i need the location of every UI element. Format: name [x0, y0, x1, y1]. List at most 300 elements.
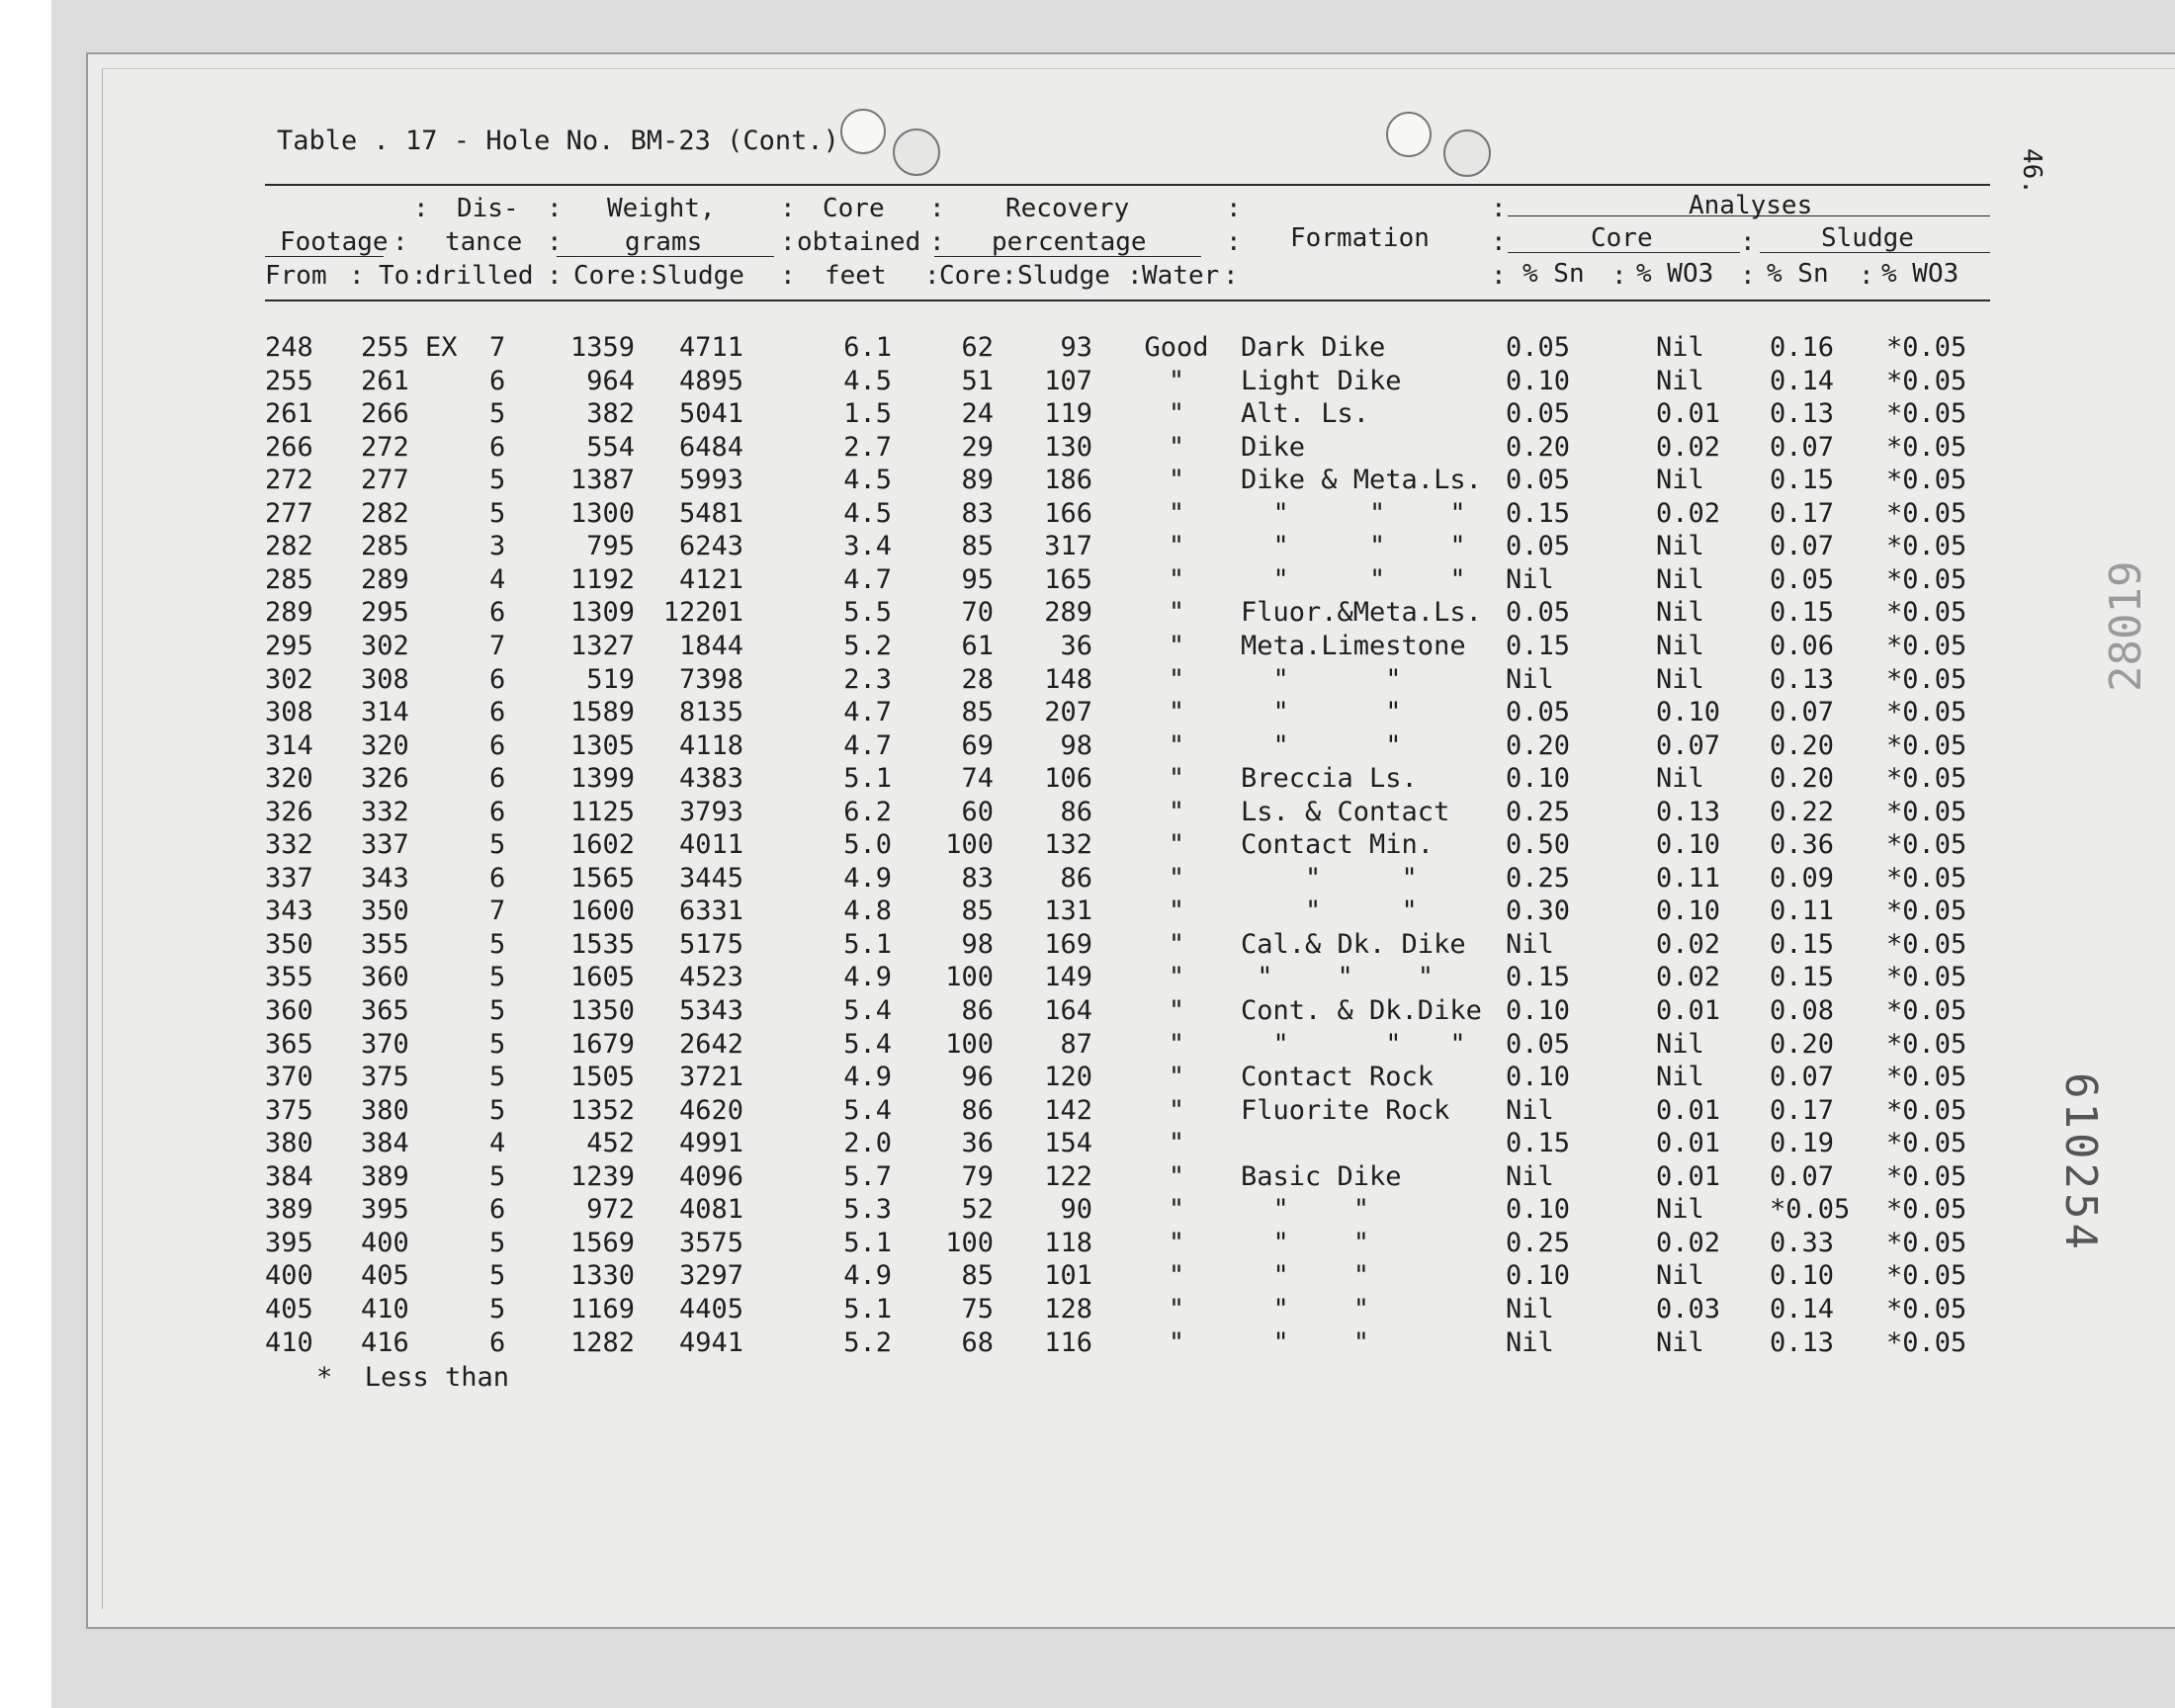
cell-to: 365	[361, 995, 409, 1026]
faint-stamp: 28019	[2101, 560, 2151, 692]
cell-core: 3.4	[843, 531, 892, 562]
cell-rcore: 100	[945, 1028, 994, 1060]
cell-cwo3: 0.01	[1656, 398, 1721, 430]
cell-to: 350	[361, 896, 409, 927]
cell-csn: 0.30	[1506, 896, 1571, 927]
hdr-weight: Weight,	[607, 194, 716, 223]
hdr-colon: :	[780, 227, 796, 257]
cell-formation: Basic Dike	[1241, 1160, 1402, 1192]
cell-swo3: *0.05	[1886, 995, 1967, 1026]
cell-ssn: 0.15	[1770, 465, 1835, 496]
punch-hole-right-b	[1443, 129, 1491, 177]
cell-core: 5.1	[843, 1227, 892, 1258]
cell-wcore: 519	[586, 663, 635, 695]
hdr-sludge-wo3: % WO3	[1881, 259, 1959, 289]
table-row	[0, 497, 2175, 530]
cell-wsludge: 12201	[662, 597, 743, 629]
cell-cwo3: 0.07	[1656, 729, 1721, 761]
cell-water: "	[1168, 796, 1185, 827]
hdr-colon: :	[1740, 261, 1756, 291]
cell-wcore: 1327	[569, 630, 635, 661]
cell-from: 326	[265, 796, 313, 827]
cell-wsludge: 4895	[678, 365, 743, 396]
table-row	[0, 696, 2175, 728]
cell-ssn: 0.07	[1770, 1062, 1835, 1093]
cell-cwo3: 0.03	[1656, 1293, 1721, 1324]
cell-wsludge: 4523	[678, 962, 743, 993]
cell-water: "	[1168, 563, 1185, 595]
cell-formation: Cal.& Dk. Dike	[1241, 928, 1466, 960]
cell-to: 282	[361, 497, 409, 529]
cell-rsludge: 116	[1044, 1326, 1092, 1358]
cell-wcore: 1309	[569, 597, 635, 629]
cell-cwo3: Nil	[1656, 1326, 1704, 1358]
cell-csn: Nil	[1506, 563, 1554, 595]
cell-ssn: 0.20	[1770, 729, 1835, 761]
cell-ssn: 0.07	[1770, 431, 1835, 463]
cell-to: 405	[361, 1260, 409, 1292]
table-row	[0, 331, 2175, 364]
cell-dist: 6	[489, 597, 506, 629]
cell-ssn: 0.15	[1770, 597, 1835, 629]
cell-water: "	[1168, 398, 1185, 430]
cell-wcore: 1169	[569, 1293, 635, 1324]
cell-csn: 0.25	[1506, 796, 1571, 827]
cell-swo3: *0.05	[1886, 1160, 1967, 1192]
cell-rcore: 96	[961, 1062, 994, 1093]
cell-from: 272	[265, 465, 313, 496]
cell-core: 2.0	[843, 1128, 892, 1159]
hdr-weight-sludge: Sludge	[652, 261, 744, 291]
cell-wcore: 1679	[569, 1028, 635, 1060]
cell-dist: 5	[489, 829, 506, 861]
cell-from: 266	[265, 431, 313, 463]
hdr-core-obtained-1: Core	[823, 194, 885, 223]
hdr-colon: :	[636, 261, 652, 291]
cell-csn: 0.20	[1506, 431, 1571, 463]
cell-to: 416	[361, 1326, 409, 1358]
cell-ssn: 0.16	[1770, 332, 1835, 363]
cell-wcore: 1330	[569, 1260, 635, 1292]
hdr-from: From	[265, 261, 327, 291]
cell-cwo3: 0.02	[1656, 497, 1721, 529]
cell-core: 4.7	[843, 563, 892, 595]
table-row	[0, 397, 2175, 430]
cell-to: 295	[361, 597, 409, 629]
table-row	[0, 961, 2175, 993]
table-row	[0, 1326, 2175, 1359]
cell-wcore: 1350	[569, 995, 635, 1026]
cell-swo3: *0.05	[1886, 630, 1967, 661]
cell-wsludge: 5175	[678, 928, 743, 960]
cell-wsludge: 6243	[678, 531, 743, 562]
cell-wsludge: 3297	[678, 1260, 743, 1292]
cell-csn: Nil	[1506, 928, 1554, 960]
cell-formation: " "	[1241, 862, 1418, 894]
cell-formation: Ls. & Contact	[1241, 796, 1450, 827]
cell-formation: " "	[1241, 1293, 1370, 1324]
cell-rcore: 62	[961, 332, 994, 363]
hdr-footage: Footage	[280, 227, 389, 257]
cell-rcore: 29	[961, 431, 994, 463]
cell-csn: 0.50	[1506, 829, 1571, 861]
cell-cwo3: 0.02	[1656, 1227, 1721, 1258]
cell-core: 4.9	[843, 1260, 892, 1292]
cell-ssn: 0.06	[1770, 630, 1835, 661]
cell-wcore: 1589	[569, 697, 635, 728]
cell-wcore: 1399	[569, 763, 635, 795]
cell-csn: Nil	[1506, 1326, 1554, 1358]
document-stamp: 610254	[2055, 1072, 2106, 1253]
cell-wsludge: 7398	[678, 663, 743, 695]
cell-from: 261	[265, 398, 313, 430]
cell-water: "	[1168, 365, 1185, 396]
cell-swo3: *0.05	[1886, 1293, 1967, 1324]
punch-hole-left-b	[893, 128, 940, 176]
cell-ssn: 0.17	[1770, 1094, 1835, 1126]
cell-formation: " "	[1241, 896, 1418, 927]
cell-wsludge: 4118	[678, 729, 743, 761]
cell-water: "	[1168, 1227, 1185, 1258]
cell-rcore: 85	[961, 531, 994, 562]
cell-rsludge: 186	[1044, 465, 1092, 496]
cell-from: 360	[265, 995, 313, 1026]
cell-dist: 5	[489, 465, 506, 496]
hdr-colon: :	[780, 194, 796, 223]
cell-rsludge: 106	[1044, 763, 1092, 795]
cell-formation: Cont. & Dk.Dike	[1241, 995, 1482, 1026]
cell-core: 5.0	[843, 829, 892, 861]
cell-ssn: *0.05	[1770, 1194, 1851, 1226]
cell-rsludge: 86	[1060, 796, 1092, 827]
cell-water: "	[1168, 829, 1185, 861]
cell-dist: 6	[489, 431, 506, 463]
cell-csn: 0.05	[1506, 398, 1571, 430]
hdr-to: To	[379, 261, 410, 291]
hdr-colon: :	[929, 227, 945, 257]
cell-water: "	[1168, 928, 1185, 960]
cell-wsludge: 5041	[678, 398, 743, 430]
cell-wcore: 1300	[569, 497, 635, 529]
cell-rcore: 95	[961, 563, 994, 595]
hdr-core-sn: % Sn	[1522, 259, 1585, 289]
cell-rcore: 70	[961, 597, 994, 629]
cell-from: 285	[265, 563, 313, 595]
cell-core: 6.1	[843, 332, 892, 363]
cell-csn: 0.15	[1506, 497, 1571, 529]
cell-swo3: *0.05	[1886, 398, 1967, 430]
table-title: Table . 17 - Hole No. BM-23 (Cont.)	[277, 126, 839, 156]
cell-rsludge: 101	[1044, 1260, 1092, 1292]
cell-water: "	[1168, 1160, 1185, 1192]
cell-water: "	[1168, 465, 1185, 496]
cell-rsludge: 317	[1044, 531, 1092, 562]
table-row	[0, 796, 2175, 828]
cell-core: 5.2	[843, 1326, 892, 1358]
cell-water: "	[1168, 630, 1185, 661]
hdr-core-obtained-3: feet	[825, 261, 887, 291]
cell-cwo3: Nil	[1656, 1028, 1704, 1060]
cell-cwo3: Nil	[1656, 365, 1704, 396]
cell-core: 2.7	[843, 431, 892, 463]
table-row	[0, 464, 2175, 496]
cell-swo3: *0.05	[1886, 763, 1967, 795]
cell-core: 5.4	[843, 1094, 892, 1126]
cell-wcore: 1565	[569, 862, 635, 894]
cell-rsludge: 154	[1044, 1128, 1092, 1159]
table-row	[0, 994, 2175, 1027]
cell-to: 314	[361, 697, 409, 728]
cell-from: 308	[265, 697, 313, 728]
cell-from: 370	[265, 1062, 313, 1093]
hdr-colon: :	[411, 261, 427, 291]
cell-swo3: *0.05	[1886, 1128, 1967, 1159]
cell-rcore: 86	[961, 1094, 994, 1126]
cell-wcore: 1387	[569, 465, 635, 496]
cell-formation: Alt. Ls.	[1241, 398, 1370, 430]
cell-wcore: 1352	[569, 1094, 635, 1126]
cell-csn: 0.25	[1506, 862, 1571, 894]
cell-swo3: *0.05	[1886, 1028, 1967, 1060]
hdr-dis: Dis-	[457, 194, 519, 223]
hdr-recovery-sludge: Sludge	[1017, 261, 1110, 291]
cell-cwo3: 0.11	[1656, 862, 1721, 894]
cell-cwo3: 0.01	[1656, 1160, 1721, 1192]
cell-rcore: 85	[961, 697, 994, 728]
cell-from: 320	[265, 763, 313, 795]
table-row	[0, 365, 2175, 397]
cell-csn: 0.05	[1506, 531, 1571, 562]
cell-swo3: *0.05	[1886, 1260, 1967, 1292]
cell-to: 272	[361, 431, 409, 463]
cell-formation: Fluor.&Meta.Ls.	[1241, 597, 1482, 629]
table-row	[0, 828, 2175, 861]
cell-from: 302	[265, 663, 313, 695]
cell-to: 255	[361, 332, 409, 363]
cell-swo3: *0.05	[1886, 1227, 1967, 1258]
cell-rcore: 51	[961, 365, 994, 396]
hdr-colon: :	[1226, 194, 1242, 223]
cell-rcore: 69	[961, 729, 994, 761]
cell-cwo3: Nil	[1656, 332, 1704, 363]
cell-formation: Dike & Meta.Ls.	[1241, 465, 1482, 496]
cell-csn: 0.10	[1506, 1062, 1571, 1093]
cell-ssn: 0.33	[1770, 1227, 1835, 1258]
hdr-colon: :	[547, 261, 563, 291]
table-row	[0, 596, 2175, 629]
cell-formation: Contact Min.	[1241, 829, 1435, 861]
cell-wsludge: 5993	[678, 465, 743, 496]
cell-to: 370	[361, 1028, 409, 1060]
table-row	[0, 1293, 2175, 1325]
cell-formation: Fluorite Rock	[1241, 1094, 1450, 1126]
table-row	[0, 762, 2175, 795]
cell-csn: Nil	[1506, 1094, 1554, 1126]
cell-rsludge: 132	[1044, 829, 1092, 861]
cell-wsludge: 4121	[678, 563, 743, 595]
cell-water: "	[1168, 497, 1185, 529]
cell-rsludge: 118	[1044, 1227, 1092, 1258]
cell-swo3: *0.05	[1886, 829, 1967, 861]
hdr-colon: :	[1001, 261, 1017, 291]
hdr-core-wo3: % WO3	[1636, 259, 1714, 289]
cell-rsludge: 130	[1044, 431, 1092, 463]
table-row	[0, 928, 2175, 961]
table-row	[0, 1094, 2175, 1127]
cell-swo3: *0.05	[1886, 563, 1967, 595]
cell-from: 400	[265, 1260, 313, 1292]
hdr-colon: :	[1223, 261, 1239, 291]
cell-to: 375	[361, 1062, 409, 1093]
hdr-analyses: Analyses	[1689, 191, 1813, 220]
cell-wcore: 1192	[569, 563, 635, 595]
hdr-colon: :	[1226, 227, 1242, 257]
hdr-tance: tance	[445, 227, 523, 257]
cell-wsludge: 4383	[678, 763, 743, 795]
cell-ssn: 0.36	[1770, 829, 1835, 861]
cell-from: 332	[265, 829, 313, 861]
hdr-core-obtained-2: obtained	[797, 227, 921, 257]
cell-formation: Breccia Ls.	[1241, 763, 1418, 795]
cell-swo3: *0.05	[1886, 531, 1967, 562]
hdr-analyses-core: Core	[1591, 223, 1653, 253]
table-row	[0, 862, 2175, 895]
cell-wcore: 1605	[569, 962, 635, 993]
cell-swo3: *0.05	[1886, 862, 1967, 894]
cell-ssn: 0.05	[1770, 563, 1835, 595]
cell-rcore: 85	[961, 1260, 994, 1292]
cell-water: "	[1168, 1062, 1185, 1093]
cell-to: 410	[361, 1293, 409, 1324]
cell-ssn: 0.13	[1770, 663, 1835, 695]
cell-to: 277	[361, 465, 409, 496]
hdr-sludge-sn: % Sn	[1767, 259, 1829, 289]
cell-csn: 0.05	[1506, 332, 1571, 363]
cell-csn: 0.25	[1506, 1227, 1571, 1258]
table-row	[0, 530, 2175, 562]
cell-core: 5.4	[843, 1028, 892, 1060]
cell-rcore: 36	[961, 1128, 994, 1159]
cell-from: 282	[265, 531, 313, 562]
cell-csn: 0.10	[1506, 1260, 1571, 1292]
cell-core: 5.1	[843, 763, 892, 795]
cell-dist: 6	[489, 862, 506, 894]
cell-from: 375	[265, 1094, 313, 1126]
cell-rcore: 98	[961, 928, 994, 960]
cell-wcore: 795	[586, 531, 635, 562]
cell-rsludge: 93	[1060, 332, 1092, 363]
cell-cwo3: Nil	[1656, 1194, 1704, 1226]
cell-dist: 3	[489, 531, 506, 562]
cell-water: "	[1168, 1194, 1185, 1226]
cell-formation: " "	[1241, 1227, 1370, 1258]
cell-rsludge: 86	[1060, 862, 1092, 894]
cell-csn: 0.05	[1506, 697, 1571, 728]
cell-to: 289	[361, 563, 409, 595]
cell-water: "	[1168, 729, 1185, 761]
cell-wcore: 554	[586, 431, 635, 463]
cell-wsludge: 4991	[678, 1128, 743, 1159]
cell-ssn: 0.09	[1770, 862, 1835, 894]
cell-cwo3: Nil	[1656, 1260, 1704, 1292]
cell-wsludge: 5343	[678, 995, 743, 1026]
cell-formation: " "	[1241, 1260, 1370, 1292]
cell-from: 295	[265, 630, 313, 661]
cell-rsludge: 149	[1044, 962, 1092, 993]
cell-formation: Dark Dike	[1241, 332, 1386, 363]
cell-core: 4.9	[843, 862, 892, 894]
cell-rcore: 68	[961, 1326, 994, 1358]
cell-to: 285	[361, 531, 409, 562]
cell-cwo3: Nil	[1656, 563, 1704, 595]
hdr-colon: :	[1491, 227, 1507, 257]
cell-rsludge: 148	[1044, 663, 1092, 695]
cell-rcore: 24	[961, 398, 994, 430]
cell-wcore: 1359	[569, 332, 635, 363]
cell-rsludge: 169	[1044, 928, 1092, 960]
cell-csn: 0.20	[1506, 729, 1571, 761]
cell-to: 355	[361, 928, 409, 960]
cell-wsludge: 4096	[678, 1160, 743, 1192]
cell-ssn: 0.14	[1770, 365, 1835, 396]
cell-wsludge: 4011	[678, 829, 743, 861]
cell-wsludge: 4941	[678, 1326, 743, 1358]
cell-rsludge: 289	[1044, 597, 1092, 629]
cell-core: 4.5	[843, 365, 892, 396]
cell-wcore: 452	[586, 1128, 635, 1159]
cell-from: 410	[265, 1326, 313, 1358]
cell-dist: 6	[489, 365, 506, 396]
cell-dist: 6	[489, 729, 506, 761]
cell-cwo3: 0.02	[1656, 962, 1721, 993]
cell-cwo3: 0.01	[1656, 1094, 1721, 1126]
cell-ssn: 0.10	[1770, 1260, 1835, 1292]
cell-water: "	[1168, 1326, 1185, 1358]
cell-swo3: *0.05	[1886, 663, 1967, 695]
cell-water: "	[1168, 597, 1185, 629]
cell-from: 395	[265, 1227, 313, 1258]
cell-swo3: *0.05	[1886, 729, 1967, 761]
cell-ssn: 0.08	[1770, 995, 1835, 1026]
table-row	[0, 663, 2175, 696]
cell-rcore: 61	[961, 630, 994, 661]
cell-to: 326	[361, 763, 409, 795]
punch-hole-right-a	[1386, 112, 1432, 157]
cell-wsludge: 1844	[678, 630, 743, 661]
cell-from: 405	[265, 1293, 313, 1324]
cell-from: 384	[265, 1160, 313, 1192]
table-row	[0, 729, 2175, 762]
table-row	[0, 1160, 2175, 1193]
cell-to: 380	[361, 1094, 409, 1126]
cell-csn: 0.05	[1506, 597, 1571, 629]
cell-core: 4.9	[843, 1062, 892, 1093]
cell-core: 5.1	[843, 928, 892, 960]
cell-wsludge: 3793	[678, 796, 743, 827]
cell-rsludge: 131	[1044, 896, 1092, 927]
cell-core: 5.2	[843, 630, 892, 661]
hdr-colon: :	[392, 227, 408, 257]
cell-core: 4.7	[843, 697, 892, 728]
hdr-recovery-water: Water	[1142, 261, 1220, 291]
cell-dist: 5	[489, 398, 506, 430]
cell-cwo3: 0.02	[1656, 928, 1721, 960]
hdr-colon: :	[547, 227, 563, 257]
cell-water: "	[1168, 1260, 1185, 1292]
cell-rsludge: 164	[1044, 995, 1092, 1026]
cell-wsludge: 3721	[678, 1062, 743, 1093]
cell-dist: 5	[489, 928, 506, 960]
